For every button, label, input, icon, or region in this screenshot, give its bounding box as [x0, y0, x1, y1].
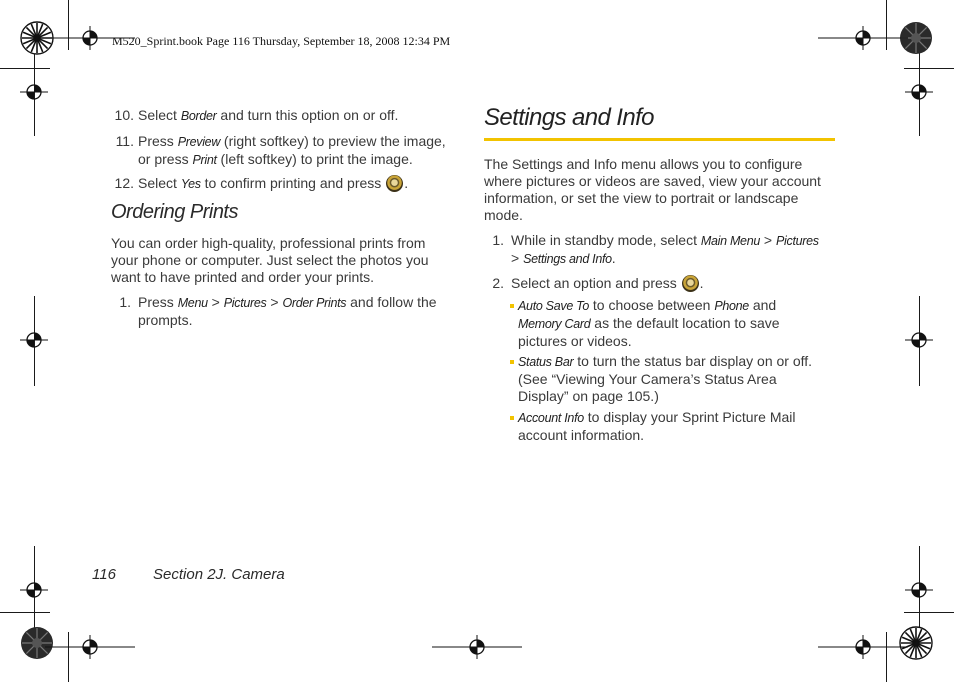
starburst-icon: [900, 627, 932, 659]
option-bullet: Status Bar to turn the status bar display on or off. (See “Viewing Your Camera’s Status Area Display” on page 105.): [518, 353, 813, 404]
section-subheading: Ordering Prints: [111, 201, 238, 223]
page-number: 116: [92, 566, 116, 583]
step-number: 1.: [492, 232, 504, 248]
option-bullet: Account Info to display your Sprint Picture Mail account information.: [518, 409, 796, 443]
menu-ok-key-icon: [386, 175, 403, 192]
body-paragraph: You can order high-quality, professional prints from your phone or computer. Just select the photos you want to have printed and order your prints.: [111, 235, 429, 285]
step-number: 12.: [114, 175, 134, 191]
intro-paragraph: The Settings and Info menu allows you to configure where pictures or videos are saved, view your account information, or set the view to portrait or landscape mode.: [484, 156, 821, 223]
bullet-marker: [510, 304, 514, 308]
bullet-marker: [510, 360, 514, 364]
step-number: 10.: [114, 107, 134, 123]
step-text: Select Border and turn this option on or off.: [138, 107, 399, 123]
step-text: Select Yes to confirm printing and press .: [138, 175, 409, 191]
starburst-icon: [21, 627, 53, 659]
step-number: 2.: [492, 275, 504, 291]
step-text: Press Menu > Pictures > Order Prints and follow the prompts.: [138, 294, 437, 328]
option-bullet: Auto Save To to choose between Phone and Memory Card as the default location to save pictures or videos.: [518, 297, 780, 349]
heading-rule: [484, 138, 835, 141]
print-slug: M520_Sprint.book Page 116 Thursday, September 18, 2008 12:34 PM: [112, 34, 451, 48]
section-footer: Section 2J. Camera: [153, 566, 285, 583]
step-text: Press Preview (right softkey) to preview the image, or press Print (left softkey) to print the image.: [138, 133, 446, 167]
step-number: 11.: [115, 133, 134, 149]
step-text: Select an option and press .: [511, 275, 704, 291]
step-text: While in standby mode, select Main Menu > Pictures > Settings and Info.: [511, 232, 819, 266]
bullet-marker: [510, 416, 514, 420]
menu-ok-key-icon: [682, 275, 699, 292]
page-heading: Settings and Info: [484, 104, 654, 131]
step-number: 1.: [119, 294, 131, 310]
